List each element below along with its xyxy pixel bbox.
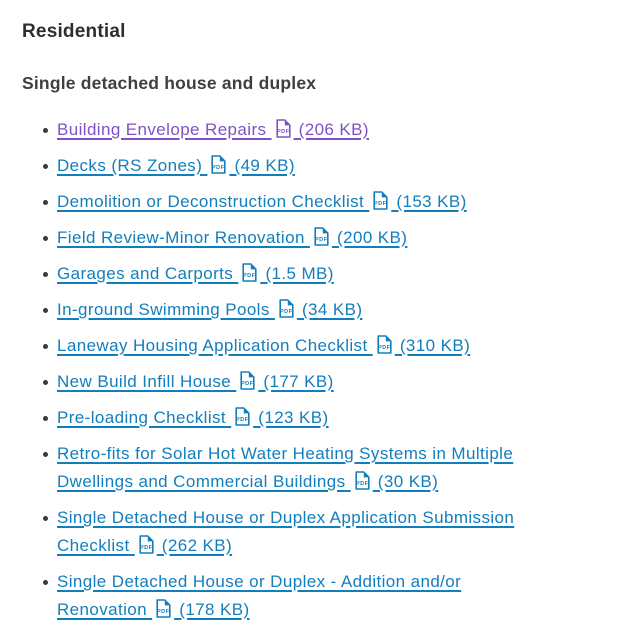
- document-title: Single Detached House or Duplex - Addition and/or Renovation: [57, 572, 462, 619]
- svg-text:PDF: PDF: [212, 165, 225, 171]
- file-size: (153 KB): [391, 192, 467, 211]
- file-size: (177 KB): [258, 372, 334, 391]
- pdf-document-link[interactable]: [57, 300, 362, 319]
- document-title: Laneway Housing Application Checklist: [57, 336, 373, 355]
- pdf-icon: [156, 599, 171, 618]
- pdf-icon: [314, 227, 329, 246]
- pdf-document-link[interactable]: [57, 572, 461, 619]
- document-title: Retro-fits for Solar Hot Water Heating Systems in Multiple Dwellings and Commercial Buildings: [57, 444, 514, 491]
- file-size: (123 KB): [253, 408, 329, 427]
- pdf-icon: [377, 335, 392, 354]
- document-list-item: [57, 260, 547, 288]
- pdf-document-link[interactable]: [57, 264, 334, 283]
- file-size: (178 KB): [174, 600, 250, 619]
- file-size: (200 KB): [331, 228, 408, 247]
- pdf-icon: [139, 535, 154, 554]
- document-title: Pre-loading Checklist: [57, 408, 232, 427]
- pdf-document-link[interactable]: [57, 444, 513, 491]
- section-subtitle: Single detached house and duplex: [22, 73, 317, 93]
- svg-text:PDF: PDF: [157, 609, 170, 615]
- document-list-item: [57, 152, 547, 180]
- file-size: (310 KB): [394, 336, 471, 355]
- pdf-document-link[interactable]: [57, 336, 470, 355]
- document-title: Demolition or Deconstruction Checklist: [57, 192, 370, 211]
- document-list-item: [57, 504, 547, 560]
- document-list-item: [57, 440, 547, 496]
- document-title: Single Detached House or Duplex Application Submission Checklist: [57, 508, 515, 555]
- file-size: (49 KB): [229, 156, 295, 175]
- document-list: [22, 116, 547, 624]
- pdf-document-link[interactable]: [57, 408, 329, 427]
- pdf-icon: [242, 263, 257, 282]
- document-list-item: [57, 404, 547, 432]
- document-list-item: [57, 332, 547, 360]
- svg-text:PDF: PDF: [314, 237, 328, 243]
- document-list-item: [57, 116, 547, 144]
- pdf-icon: [355, 471, 370, 490]
- pdf-icon: [279, 299, 294, 318]
- pdf-document-link[interactable]: [57, 156, 295, 175]
- pdf-icon: [240, 371, 255, 390]
- pdf-document-link[interactable]: [57, 228, 407, 247]
- document-title: Building Envelope Repairs: [57, 120, 272, 139]
- svg-text:PDF: PDF: [139, 545, 153, 551]
- file-size: (1.5 MB): [260, 264, 334, 283]
- page-title: Residential: [22, 21, 126, 42]
- pdf-icon: [235, 407, 250, 426]
- svg-text:PDF: PDF: [355, 481, 369, 487]
- file-size: (206 KB): [293, 120, 369, 139]
- document-title: Decks (RS Zones): [57, 156, 208, 175]
- svg-text:PDF: PDF: [377, 345, 391, 351]
- svg-text:PDF: PDF: [243, 273, 256, 279]
- svg-text:PDF: PDF: [276, 129, 289, 135]
- document-list-item: [57, 296, 547, 324]
- file-size: (262 KB): [156, 536, 233, 555]
- document-list-item: [57, 568, 547, 624]
- pdf-document-link[interactable]: [57, 372, 334, 391]
- pdf-document-link[interactable]: [57, 192, 467, 211]
- pdf-icon: [373, 191, 388, 210]
- document-list-item: [57, 188, 547, 216]
- svg-text:PDF: PDF: [236, 417, 249, 423]
- svg-text:PDF: PDF: [279, 309, 293, 315]
- document-title: In-ground Swimming Pools: [57, 300, 275, 319]
- file-size: (30 KB): [372, 472, 439, 491]
- pdf-document-link[interactable]: [57, 120, 369, 139]
- svg-text:PDF: PDF: [241, 381, 254, 387]
- document-title: Garages and Carports: [57, 264, 239, 283]
- document-list-item: [57, 224, 547, 252]
- pdf-document-link[interactable]: [57, 508, 514, 555]
- file-size: (34 KB): [296, 300, 363, 319]
- document-title: Field Review-Minor Renovation: [57, 228, 310, 247]
- document-list-item: [57, 368, 547, 396]
- pdf-icon: [276, 119, 291, 138]
- svg-text:PDF: PDF: [374, 201, 387, 207]
- document-title: New Build Infill House: [57, 372, 237, 391]
- pdf-icon: [211, 155, 226, 174]
